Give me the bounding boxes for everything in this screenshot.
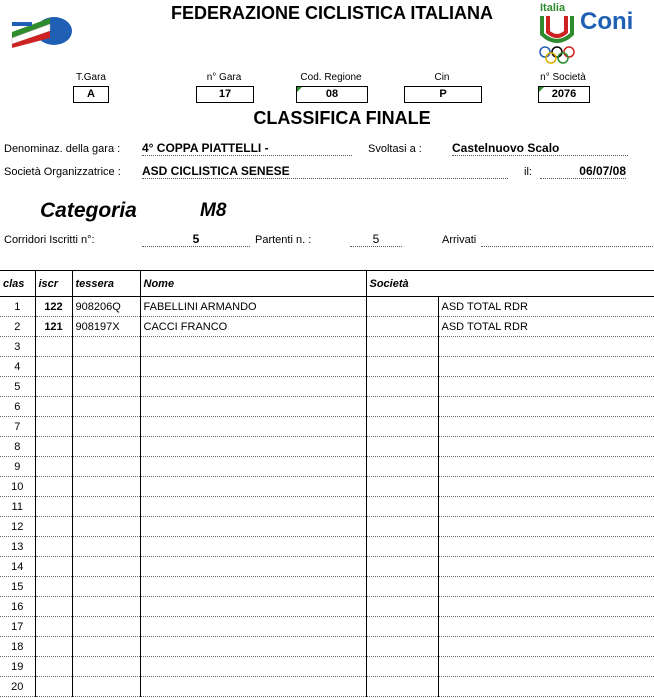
cell-spacer [366, 637, 438, 657]
table-row [0, 337, 654, 357]
table-row [0, 657, 654, 677]
cell-tessera [72, 477, 140, 497]
cell-nome [140, 497, 366, 517]
table-header-row [0, 271, 654, 297]
cell-tessera [72, 417, 140, 437]
cell-tessera [72, 617, 140, 637]
cell-tessera [72, 337, 140, 357]
table-row [0, 497, 654, 517]
cell-societa [438, 437, 654, 457]
cell-societa [438, 617, 654, 637]
cell-iscr [35, 357, 72, 377]
arrivati-value [481, 232, 653, 247]
cell-tessera [72, 437, 140, 457]
cell-nome [140, 577, 366, 597]
cell-nome [140, 477, 366, 497]
cell-nome [140, 417, 366, 437]
cell-clas: 7 [0, 417, 35, 437]
coni-text: Coni [580, 8, 634, 35]
cell-nome [140, 617, 366, 637]
header-tessera: tessera [72, 271, 140, 297]
table-row [0, 577, 654, 597]
page-title: FEDERAZIONE CICLISTICA ITALIANA [171, 3, 493, 23]
cell-societa [438, 417, 654, 437]
cell-iscr [35, 437, 72, 457]
cell-societa [438, 377, 654, 397]
cell-tessera [72, 517, 140, 537]
cell-nome [140, 657, 366, 677]
table-row [0, 617, 654, 637]
date-value: 06/07/08 [540, 164, 626, 179]
cell-spacer [366, 457, 438, 477]
cell-spacer [366, 677, 438, 697]
cell-iscr [35, 617, 72, 637]
header-societa: Società [366, 271, 654, 297]
cell-clas: 8 [0, 437, 35, 457]
cell-iscr [35, 637, 72, 657]
cell-societa [438, 657, 654, 677]
cell-clas: 14 [0, 557, 35, 577]
cell-spacer [366, 577, 438, 597]
cell-tessera [72, 657, 140, 677]
cell-nome [140, 397, 366, 417]
denom-label: Denominaz. della gara : [4, 143, 121, 155]
iscritti-value: 5 [142, 232, 250, 247]
cell-tessera: 908197X [72, 317, 140, 337]
header-nome: Nome [140, 271, 366, 297]
cell-societa [438, 497, 654, 517]
cell-clas: 3 [0, 337, 35, 357]
societa-org-label: Società Organizzatrice : [4, 166, 121, 178]
cell-clas: 18 [0, 637, 35, 657]
cell-societa [438, 397, 654, 417]
cell-nome [140, 337, 366, 357]
cell-iscr [35, 477, 72, 497]
svoltasi-label: Svoltasi a : [368, 143, 422, 155]
cell-spacer [366, 657, 438, 677]
cell-tessera [72, 497, 140, 517]
cell-clas: 9 [0, 457, 35, 477]
cell-tessera: 908206Q [72, 297, 140, 317]
t-gara-label: T.Gara [75, 72, 106, 83]
cell-tessera [72, 537, 140, 557]
cell-spacer [366, 477, 438, 497]
categoria-label: Categoria [40, 199, 137, 222]
cell-clas: 16 [0, 597, 35, 617]
cell-iscr [35, 457, 72, 477]
cell-societa [438, 637, 654, 657]
cell-societa: ASD TOTAL RDR [438, 317, 654, 337]
cell-spacer [366, 437, 438, 457]
cell-iscr [35, 377, 72, 397]
cell-spacer [366, 357, 438, 377]
cell-iscr [35, 677, 72, 697]
cell-spacer [366, 397, 438, 417]
cell-tessera [72, 577, 140, 597]
cell-nome: CACCI FRANCO [140, 317, 366, 337]
cell-clas: 12 [0, 517, 35, 537]
partenti-label: Partenti n. : [255, 234, 312, 246]
cell-iscr [35, 397, 72, 417]
table-row [0, 397, 654, 417]
cell-spacer [366, 317, 438, 337]
table-row [0, 457, 654, 477]
cin-label: Cin [434, 72, 450, 83]
cell-nome [140, 457, 366, 477]
n-societa-field: 2076 [538, 86, 590, 103]
coni-olympic-rings-icon [536, 14, 578, 66]
cell-nome [140, 557, 366, 577]
cell-iscr [35, 417, 72, 437]
table-row [0, 637, 654, 657]
cell-clas: 1 [0, 297, 35, 317]
cell-iscr [35, 337, 72, 357]
cell-clas: 15 [0, 577, 35, 597]
cell-spacer [366, 517, 438, 537]
cell-nome [140, 377, 366, 397]
table-row [0, 377, 654, 397]
cell-clas: 5 [0, 377, 35, 397]
cell-clas: 11 [0, 497, 35, 517]
categoria-value: M8 [200, 200, 227, 221]
coni-logo [534, 2, 646, 66]
iscritti-label: Corridori Iscritti n°: [4, 234, 95, 246]
cin-field: P [404, 86, 482, 103]
cell-societa [438, 457, 654, 477]
cell-iscr [35, 657, 72, 677]
table-row [0, 477, 654, 497]
cod-regione-field: 08 [296, 86, 368, 103]
table-row [0, 297, 654, 317]
cell-tessera [72, 357, 140, 377]
cell-spacer [366, 417, 438, 437]
table-row [0, 517, 654, 537]
cell-tessera [72, 677, 140, 697]
cell-spacer [366, 597, 438, 617]
cell-nome [140, 537, 366, 557]
coni-italia-text: Italia [540, 2, 566, 14]
cell-clas: 13 [0, 537, 35, 557]
cell-societa [438, 477, 654, 497]
date-label: il: [524, 166, 532, 178]
cell-spacer [366, 537, 438, 557]
n-gara-field: 17 [196, 86, 254, 103]
denom-value: 4° COPPA PIATTELLI - [142, 141, 352, 156]
cell-iscr [35, 577, 72, 597]
table-row [0, 537, 654, 557]
cell-spacer [366, 337, 438, 357]
cell-societa [438, 557, 654, 577]
cell-societa [438, 517, 654, 537]
cod-regione-label: Cod. Regione [300, 72, 362, 83]
cell-societa [438, 597, 654, 617]
n-societa-label: n° Società [540, 72, 586, 83]
cell-clas: 6 [0, 397, 35, 417]
header-clas: clas [0, 271, 35, 297]
societa-org-value: ASD CICLISTICA SENESE [142, 164, 508, 179]
cell-societa: ASD TOTAL RDR [438, 297, 654, 317]
cell-tessera [72, 597, 140, 617]
cell-clas: 17 [0, 617, 35, 637]
cell-nome [140, 677, 366, 697]
t-gara-field: A [73, 86, 109, 103]
svoltasi-value: Castelnuovo Scalo [452, 141, 628, 156]
cell-iscr: 122 [35, 297, 72, 317]
header-iscr: iscr [35, 271, 72, 297]
cell-clas: 10 [0, 477, 35, 497]
cell-tessera [72, 397, 140, 417]
results-table [0, 270, 654, 697]
cell-iscr: 121 [35, 317, 72, 337]
partenti-value: 5 [350, 232, 402, 247]
cell-tessera [72, 557, 140, 577]
cell-nome [140, 437, 366, 457]
table-row [0, 357, 654, 377]
cell-tessera [72, 637, 140, 657]
cell-clas: 2 [0, 317, 35, 337]
cell-spacer [366, 297, 438, 317]
cell-nome [140, 597, 366, 617]
table-row [0, 417, 654, 437]
cell-iscr [35, 517, 72, 537]
cell-iscr [35, 497, 72, 517]
table-row [0, 677, 654, 697]
cell-tessera [72, 377, 140, 397]
cell-clas: 4 [0, 357, 35, 377]
cell-societa [438, 337, 654, 357]
cell-clas: 19 [0, 657, 35, 677]
cell-spacer [366, 557, 438, 577]
cell-iscr [35, 537, 72, 557]
table-row [0, 557, 654, 577]
cell-societa [438, 677, 654, 697]
cell-societa [438, 357, 654, 377]
cell-clas: 20 [0, 677, 35, 697]
cell-tessera [72, 457, 140, 477]
cell-spacer [366, 377, 438, 397]
cell-societa [438, 577, 654, 597]
cell-nome [140, 357, 366, 377]
classifica-title: CLASSIFICA FINALE [253, 108, 431, 128]
cell-nome [140, 517, 366, 537]
table-row [0, 597, 654, 617]
cell-spacer [366, 617, 438, 637]
arrivati-label: Arrivati [442, 234, 477, 246]
cell-spacer [366, 497, 438, 517]
n-gara-label: n° Gara [206, 72, 242, 83]
cell-nome: FABELLINI ARMANDO [140, 297, 366, 317]
cell-nome [140, 637, 366, 657]
cell-iscr [35, 597, 72, 617]
cell-iscr [35, 557, 72, 577]
table-row [0, 317, 654, 337]
cell-societa [438, 537, 654, 557]
table-row [0, 437, 654, 457]
